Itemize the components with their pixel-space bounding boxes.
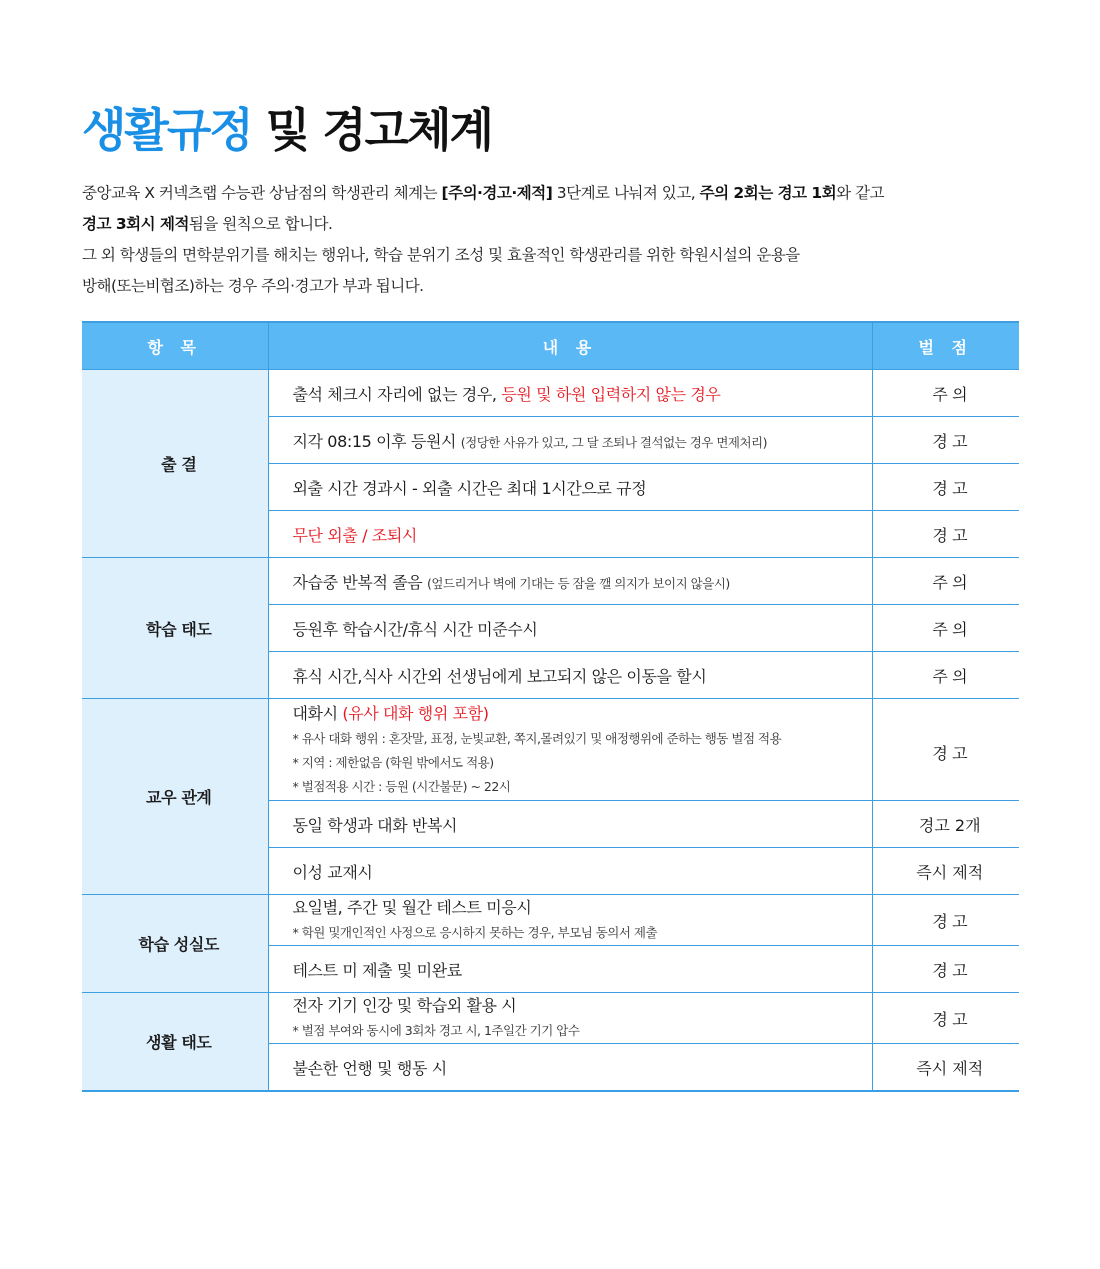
rule-text: 지각 08:15 이후 등원시 — [292, 431, 461, 451]
penalty-cell: 즉시 제적 — [872, 848, 1019, 895]
table-row — [82, 558, 1019, 605]
rule-main-line: 전자 기기 인강 및 학습외 활용 시 — [292, 996, 517, 1015]
penalty-cell: 주 의 — [872, 558, 1019, 605]
table-row — [82, 699, 1019, 801]
page-title — [82, 100, 492, 160]
rule-text: 출석 체크시 자리에 없는 경우, — [292, 384, 502, 404]
rule-content: 테스트 미 제출 및 미완료 — [268, 946, 872, 993]
intro-line-1 — [82, 178, 1032, 209]
rule-content — [268, 370, 872, 417]
category-life: 생활 태도 — [82, 993, 268, 1092]
rule-text-highlight: (유사 대화 행위 포함) — [342, 703, 489, 723]
intro-bold-expulsion: 경고 3회시 제적 — [82, 215, 189, 233]
header-content: 내 용 — [268, 322, 872, 370]
rule-note: (엎드리거나 벽에 기대는 등 잠을 깰 의지가 보이지 않을시) — [427, 575, 730, 591]
rule-content — [268, 511, 872, 558]
rule-note: * 벌점적용 시간 : 등원 (시간불문) ~ 22시 — [292, 778, 511, 794]
penalty-cell: 경 고 — [872, 699, 1019, 801]
rules-table — [82, 321, 1019, 1092]
category-diligence: 학습 성실도 — [82, 895, 268, 993]
rule-text: 대화시 — [292, 703, 343, 723]
rule-content — [268, 699, 872, 801]
intro-bold-levels: [주의·경고·제적] — [441, 184, 553, 202]
intro-bold-rule: 주의 2회는 경고 1회 — [699, 184, 837, 202]
intro-text-span: 와 같고 — [836, 184, 885, 202]
table-row — [82, 370, 1019, 417]
category-relations: 교우 관계 — [82, 699, 268, 895]
table-header-row — [82, 322, 1019, 370]
rule-main-line: 요일별, 주간 및 월간 테스트 미응시 — [292, 898, 532, 917]
penalty-cell: 경 고 — [872, 895, 1019, 946]
rule-note: * 벌점 부여와 동시에 3회차 경고 시, 1주일간 기기 압수 — [292, 1023, 580, 1038]
rule-content: 불손한 언행 및 행동 시 — [268, 1044, 872, 1092]
rule-main-line — [293, 701, 856, 727]
penalty-cell: 주 의 — [872, 370, 1019, 417]
rule-content: 동일 학생과 대화 반복시 — [268, 801, 872, 848]
rule-content — [268, 993, 872, 1044]
rule-content: 외출 시간 경과시 - 외출 시간은 최대 1시간으로 규정 — [268, 464, 872, 511]
intro-line-4: 방해(또는비협조)하는 경우 주의·경고가 부과 됩니다. — [82, 277, 424, 295]
penalty-cell: 즉시 제적 — [872, 1044, 1019, 1092]
intro-line-3: 그 외 학생들의 면학분위기를 해치는 행위나, 학습 분위기 조성 및 효율적인 학생관리를 위한 학원시설의 운용을 — [82, 246, 800, 264]
penalty-cell: 경고 2개 — [872, 801, 1019, 848]
rule-note: (정당한 사유가 있고, 그 달 조퇴나 결석없는 경우 면제처리) — [460, 434, 767, 450]
penalty-cell: 주 의 — [872, 605, 1019, 652]
penalty-cell: 경 고 — [872, 511, 1019, 558]
rule-content: 휴식 시간,식사 시간외 선생님에게 보고되지 않은 이동을 할시 — [268, 652, 872, 699]
rule-text-highlight: 등원 및 하원 입력하지 않는 경우 — [501, 384, 721, 404]
rule-text: 자습중 반복적 졸음 — [292, 572, 428, 592]
intro-text — [82, 178, 1032, 302]
table-row — [82, 993, 1019, 1044]
header-item: 항 목 — [82, 322, 268, 370]
intro-text-span: 됨을 원칙으로 합니다. — [188, 215, 333, 233]
penalty-cell: 경 고 — [872, 417, 1019, 464]
intro-text-span: 3단계로 나눠져 있고, — [552, 184, 700, 202]
header-penalty: 벌 점 — [872, 322, 1019, 370]
table-row — [82, 895, 1019, 946]
penalty-cell: 경 고 — [872, 993, 1019, 1044]
title-rest: 및 경고체계 — [251, 103, 492, 157]
intro-text-span: 중앙교육 X 커넥츠랩 수능관 상남점의 학생관리 체계는 — [82, 184, 442, 202]
rule-content — [268, 895, 872, 946]
rule-note: * 유사 대화 행위 : 혼잣말, 표정, 눈빛교환, 쪽지,몰려있기 및 애정행위에 준하는 행동 벌점 적용 — [292, 730, 782, 746]
rule-content — [268, 417, 872, 464]
title-accent: 생활규정 — [82, 103, 252, 157]
penalty-cell: 경 고 — [872, 946, 1019, 993]
rule-note: * 학원 및개인적인 사정으로 응시하지 못하는 경우, 부모님 동의서 제출 — [292, 925, 658, 940]
category-attitude: 학습 태도 — [82, 558, 268, 699]
intro-line-2 — [82, 209, 1032, 240]
rule-content: 등원후 학습시간/휴식 시간 미준수시 — [268, 605, 872, 652]
rule-content: 이성 교재시 — [268, 848, 872, 895]
rule-text-highlight: 무단 외출 / 조퇴시 — [292, 525, 417, 545]
penalty-cell: 주 의 — [872, 652, 1019, 699]
penalty-cell: 경 고 — [872, 464, 1019, 511]
rule-note: * 지역 : 제한없음 (학원 밖에서도 적용) — [292, 754, 494, 770]
rule-content — [268, 558, 872, 605]
category-attendance: 출 결 — [82, 370, 268, 558]
